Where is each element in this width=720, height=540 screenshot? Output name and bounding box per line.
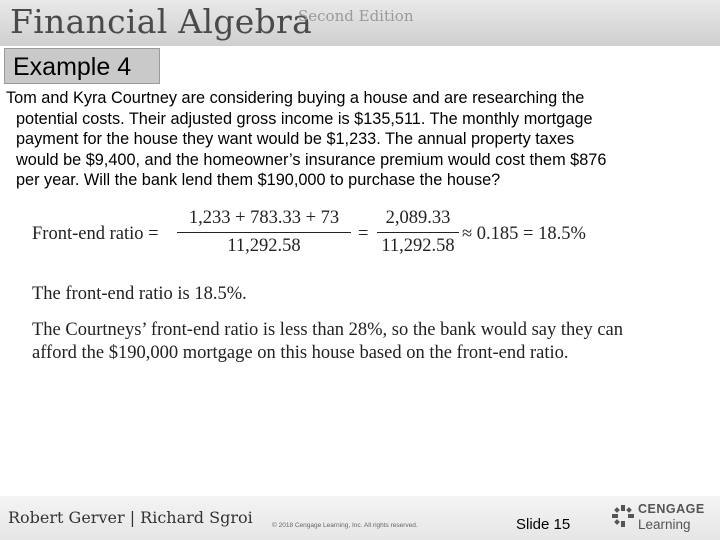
logo-text-cengage: CENGAGE (638, 502, 705, 516)
problem-line: payment for the house they want would be $1,233. The annual property taxes (16, 130, 575, 148)
fraction-2-numerator: 2,089.33 (385, 208, 451, 228)
book-edition: Second Edition (298, 7, 414, 25)
logo-text-learning: Learning (638, 517, 691, 532)
copyright: © 2018 Cengage Learning, Inc. All rights reserved. (272, 522, 418, 529)
conclusion-ratio: The front-end ratio is 18.5%. (32, 284, 247, 304)
fraction-2 (377, 208, 459, 257)
fraction-bar (377, 232, 459, 233)
formula-result: ≈ 0.185 = 18.5% (462, 224, 586, 244)
header-bar (0, 0, 720, 46)
problem-line: potential costs. Their adjusted gross income is $135,511. The monthly mortgage (16, 109, 593, 128)
authors: Robert Gerver | Richard Sgroi (8, 508, 253, 527)
cengage-logo (612, 502, 716, 536)
problem-line: Tom and Kyra Courtney are considering buying a house and are researching the (6, 89, 585, 107)
formula-equals: = (358, 224, 369, 244)
fraction-1 (177, 208, 351, 257)
fraction-2-denominator: 11,292.58 (381, 236, 455, 256)
formula-lhs: Front-end ratio = (32, 224, 159, 244)
book-title: Financial Algebra (10, 2, 313, 41)
cengage-mark-icon (612, 505, 634, 527)
conclusion-line: afford the $190,000 mortgage on this house based on the front-end ratio. (32, 343, 569, 363)
conclusion-line: The Courtneys’ front-end ratio is less than 28%, so the bank would say they can (32, 320, 624, 340)
slide-number: Slide 15 (516, 516, 571, 533)
example-label-box (4, 48, 160, 84)
problem-line: per year. Will the bank lend them $190,000 to purchase the house? (16, 171, 501, 189)
fraction-1-numerator: 1,233 + 783.33 + 73 (188, 208, 340, 228)
problem-line: would be $9,400, and the homeowner’s insurance premium would cost them $876 (16, 150, 607, 169)
problem-statement (6, 88, 696, 191)
example-label: Example 4 (13, 53, 132, 81)
fraction-bar (177, 232, 351, 233)
fraction-1-denominator: 11,292.58 (227, 236, 301, 256)
